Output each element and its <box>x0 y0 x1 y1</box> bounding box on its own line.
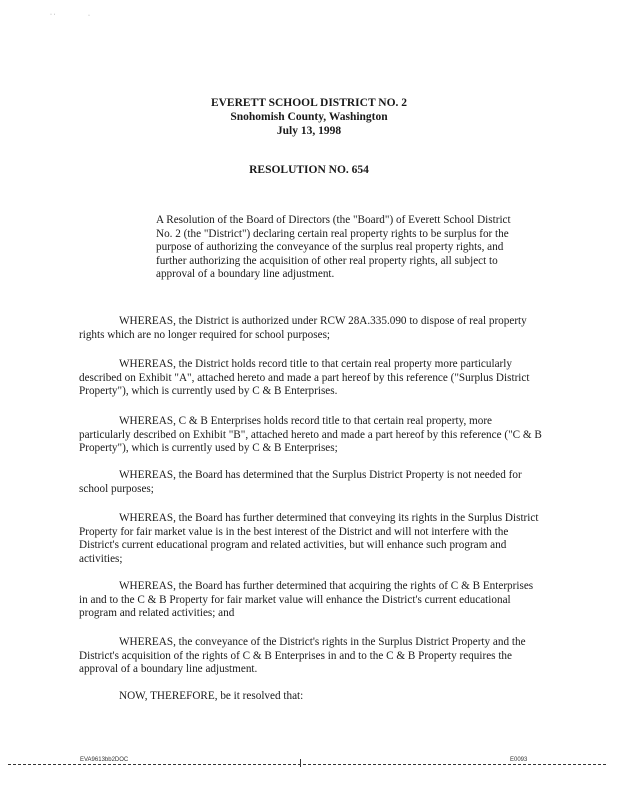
whereas-paragraph: WHEREAS, the Board has further determined that acquiring the rights of C & B Enterprises in and to the C & B Property for fair market value will enhance the District's current educational program and related activities; and <box>79 580 534 620</box>
county-name: Snohomish County, Washington <box>230 111 388 123</box>
footer-right-code: E0093 <box>510 757 528 763</box>
scan-speck: · <box>88 13 90 19</box>
whereas-paragraph: WHEREAS, the Board has further determined that conveying its rights in the Surplus District Property for fair market value is in the best interest of the District and will not interfere with the District's current educational program and related activities, but will enhance such program and activities; <box>79 512 539 565</box>
footer-document-code: EVA9613bb2DOC <box>80 757 129 763</box>
district-name: EVERETT SCHOOL DISTRICT NO. 2 <box>210 97 408 109</box>
footer-tick-mark <box>300 759 301 767</box>
whereas-paragraph: WHEREAS, the District holds record title to that certain real property more particularly described on Exhibit "A", attached hereto and made a part hereof by this reference ("Surplus District Property"), which is currently used by C & B Enterprises. <box>79 358 530 398</box>
footer-divider <box>8 764 606 766</box>
whereas-paragraph: WHEREAS, the District is authorized under RCW 28A.335.090 to dispose of real property rights which are no longer required for school purposes; <box>79 315 527 341</box>
whereas-paragraph: WHEREAS, the Board has determined that the Surplus District Property is not needed for school purposes; <box>79 469 522 495</box>
scan-speck: · · <box>50 12 56 18</box>
resolution-summary: A Resolution of the Board of Directors (the "Board") of Everett School District No. 2 (the "District") declaring certain real property rights to be surplus for the purpose of authorizing the conveyance of the surplus real property rights, and further authorizing the acquisition of other real property rights, all subject to approval of a boundary line adjustment. <box>156 214 511 281</box>
resolution-date: July 13, 1998 <box>276 125 342 137</box>
resolution-number: RESOLUTION NO. 654 <box>249 164 369 176</box>
resolved-clause: NOW, THEREFORE, be it resolved that: <box>119 690 304 702</box>
whereas-paragraph: WHEREAS, the conveyance of the District's rights in the Surplus District Property and the District's acquisition of the rights of C & B Enterprises in and to the C & B Property requires the approval of a boundary line adjustment. <box>79 636 526 676</box>
whereas-paragraph: WHEREAS, C & B Enterprises holds record title to that certain real property, more particularly described on Exhibit "B", attached hereto and made a part hereof by this reference ("C & B Property"), which is currently used by C & B Enterprises; <box>79 415 542 455</box>
